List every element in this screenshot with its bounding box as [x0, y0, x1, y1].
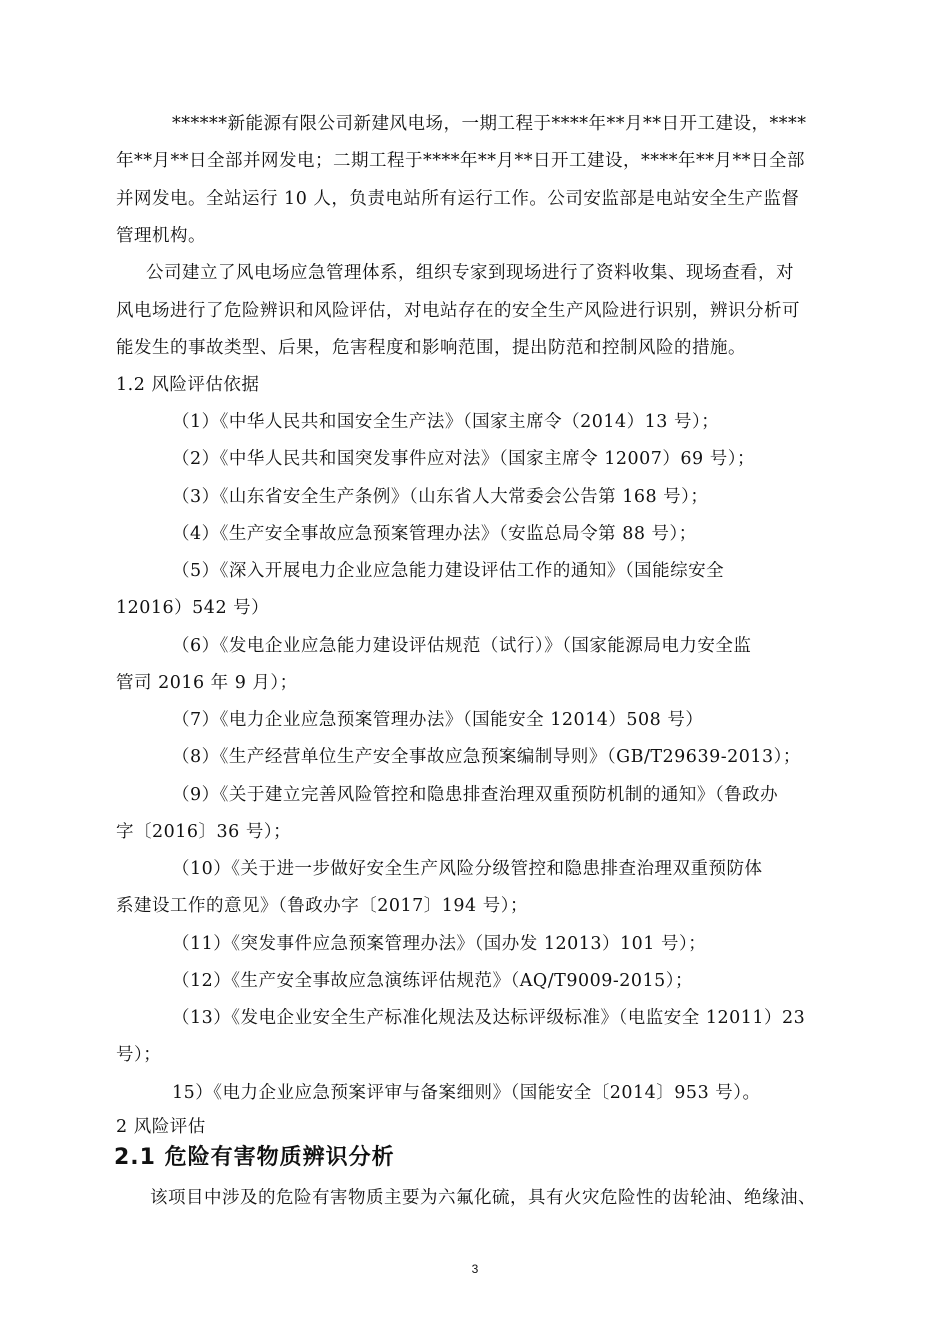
page-number: 3	[471, 1262, 479, 1276]
section-2-1-paragraph: 该项目中涉及的危险有害物质主要为六氟化硫，具有火灾危险性的齿轮油、绝缘油、	[150, 1188, 816, 1208]
basis-item-8: （8）《生产经营单位生产安全事故应急预案编制导则》（GB/T29639-2013）；	[172, 747, 801, 767]
basis-item-6-cont: 管司 2016 年 9 月）；	[116, 673, 298, 693]
basis-item-11: （11）《突发事件应急预案管理办法》（国办发 12013）101 号）；	[172, 934, 707, 954]
basis-item-13: （13）《发电企业安全生产标准化规法及达标评级标准》（电监安全 12011）23	[172, 1008, 806, 1028]
intro-p2-line-1: 公司建立了风电场应急管理体系，组织专家到现场进行了资料收集、现场查看，对	[146, 263, 794, 283]
basis-item-10-cont: 系建设工作的意见》（鲁政办字〔2017〕194 号）；	[116, 896, 528, 916]
basis-item-9-cont: 字〔2016〕36 号）；	[116, 822, 292, 842]
basis-item-9: （9）《关于建立完善风险管控和隐患排查治理双重预防机制的通知》（鲁政办	[172, 785, 779, 805]
basis-item-4: （4）《生产安全事故应急预案管理办法》（安监总局令第 88 号）；	[172, 524, 697, 544]
section-2-1-heading: 2.1 危险有害物质辨识分析	[114, 1145, 395, 1170]
intro-p2-line-3: 能发生的事故类型、后果，危害程度和影响范围，提出防范和控制风险的措施。	[116, 338, 746, 358]
intro-p1-line-2: 年**月**日全部并网发电；二期工程于****年**月**日开工建设，****年**月**日全部	[116, 151, 805, 171]
intro-p2-line-2: 风电场进行了危险辨识和风险评估，对电站存在的安全生产风险进行识别，辨识分析可	[116, 301, 800, 321]
basis-item-12: （12）《生产安全事故应急演练评估规范》（AQ/T9009-2015）；	[172, 971, 694, 991]
intro-p1-line-1: ******新能源有限公司新建风电场，一期工程于****年**月**日开工建设，****	[172, 114, 807, 134]
intro-p1-line-4: 管理机构。	[116, 226, 206, 246]
basis-item-5-cont: 12016）542 号）	[116, 598, 270, 618]
section-2-heading: 2 风险评估	[116, 1117, 206, 1137]
basis-item-6: （6）《发电企业应急能力建设评估规范（试行）》（国家能源局电力安全监	[172, 636, 752, 656]
basis-item-13-cont: 号）；	[116, 1045, 162, 1065]
basis-item-1: （1）《中华人民共和国安全生产法》（国家主席令（2014）13 号）；	[172, 412, 720, 432]
basis-item-10: （10）《关于进一步做好安全生产风险分级管控和隐患排查治理双重预防体	[172, 859, 763, 879]
basis-item-5: （5）《深入开展电力企业应急能力建设评估工作的通知》（国能综安全	[172, 561, 725, 581]
section-1-2-heading: 1.2 风险评估依据	[116, 375, 260, 395]
intro-p1-line-3: 并网发电。全站运行 10 人，负责电站所有运行工作。公司安监部是电站安全生产监督	[116, 189, 800, 209]
basis-item-3: （3）《山东省安全生产条例》（山东省人大常委会公告第 168 号）；	[172, 487, 709, 507]
basis-item-15: 15）《电力企业应急预案评审与备案细则》（国能安全〔2014〕953 号）。	[172, 1083, 761, 1103]
basis-item-2: （2）《中华人民共和国突发事件应对法》（国家主席令 12007）69 号）；	[172, 449, 755, 469]
basis-item-7: （7）《电力企业应急预案管理办法》（国能安全 12014）508 号）	[172, 710, 704, 730]
